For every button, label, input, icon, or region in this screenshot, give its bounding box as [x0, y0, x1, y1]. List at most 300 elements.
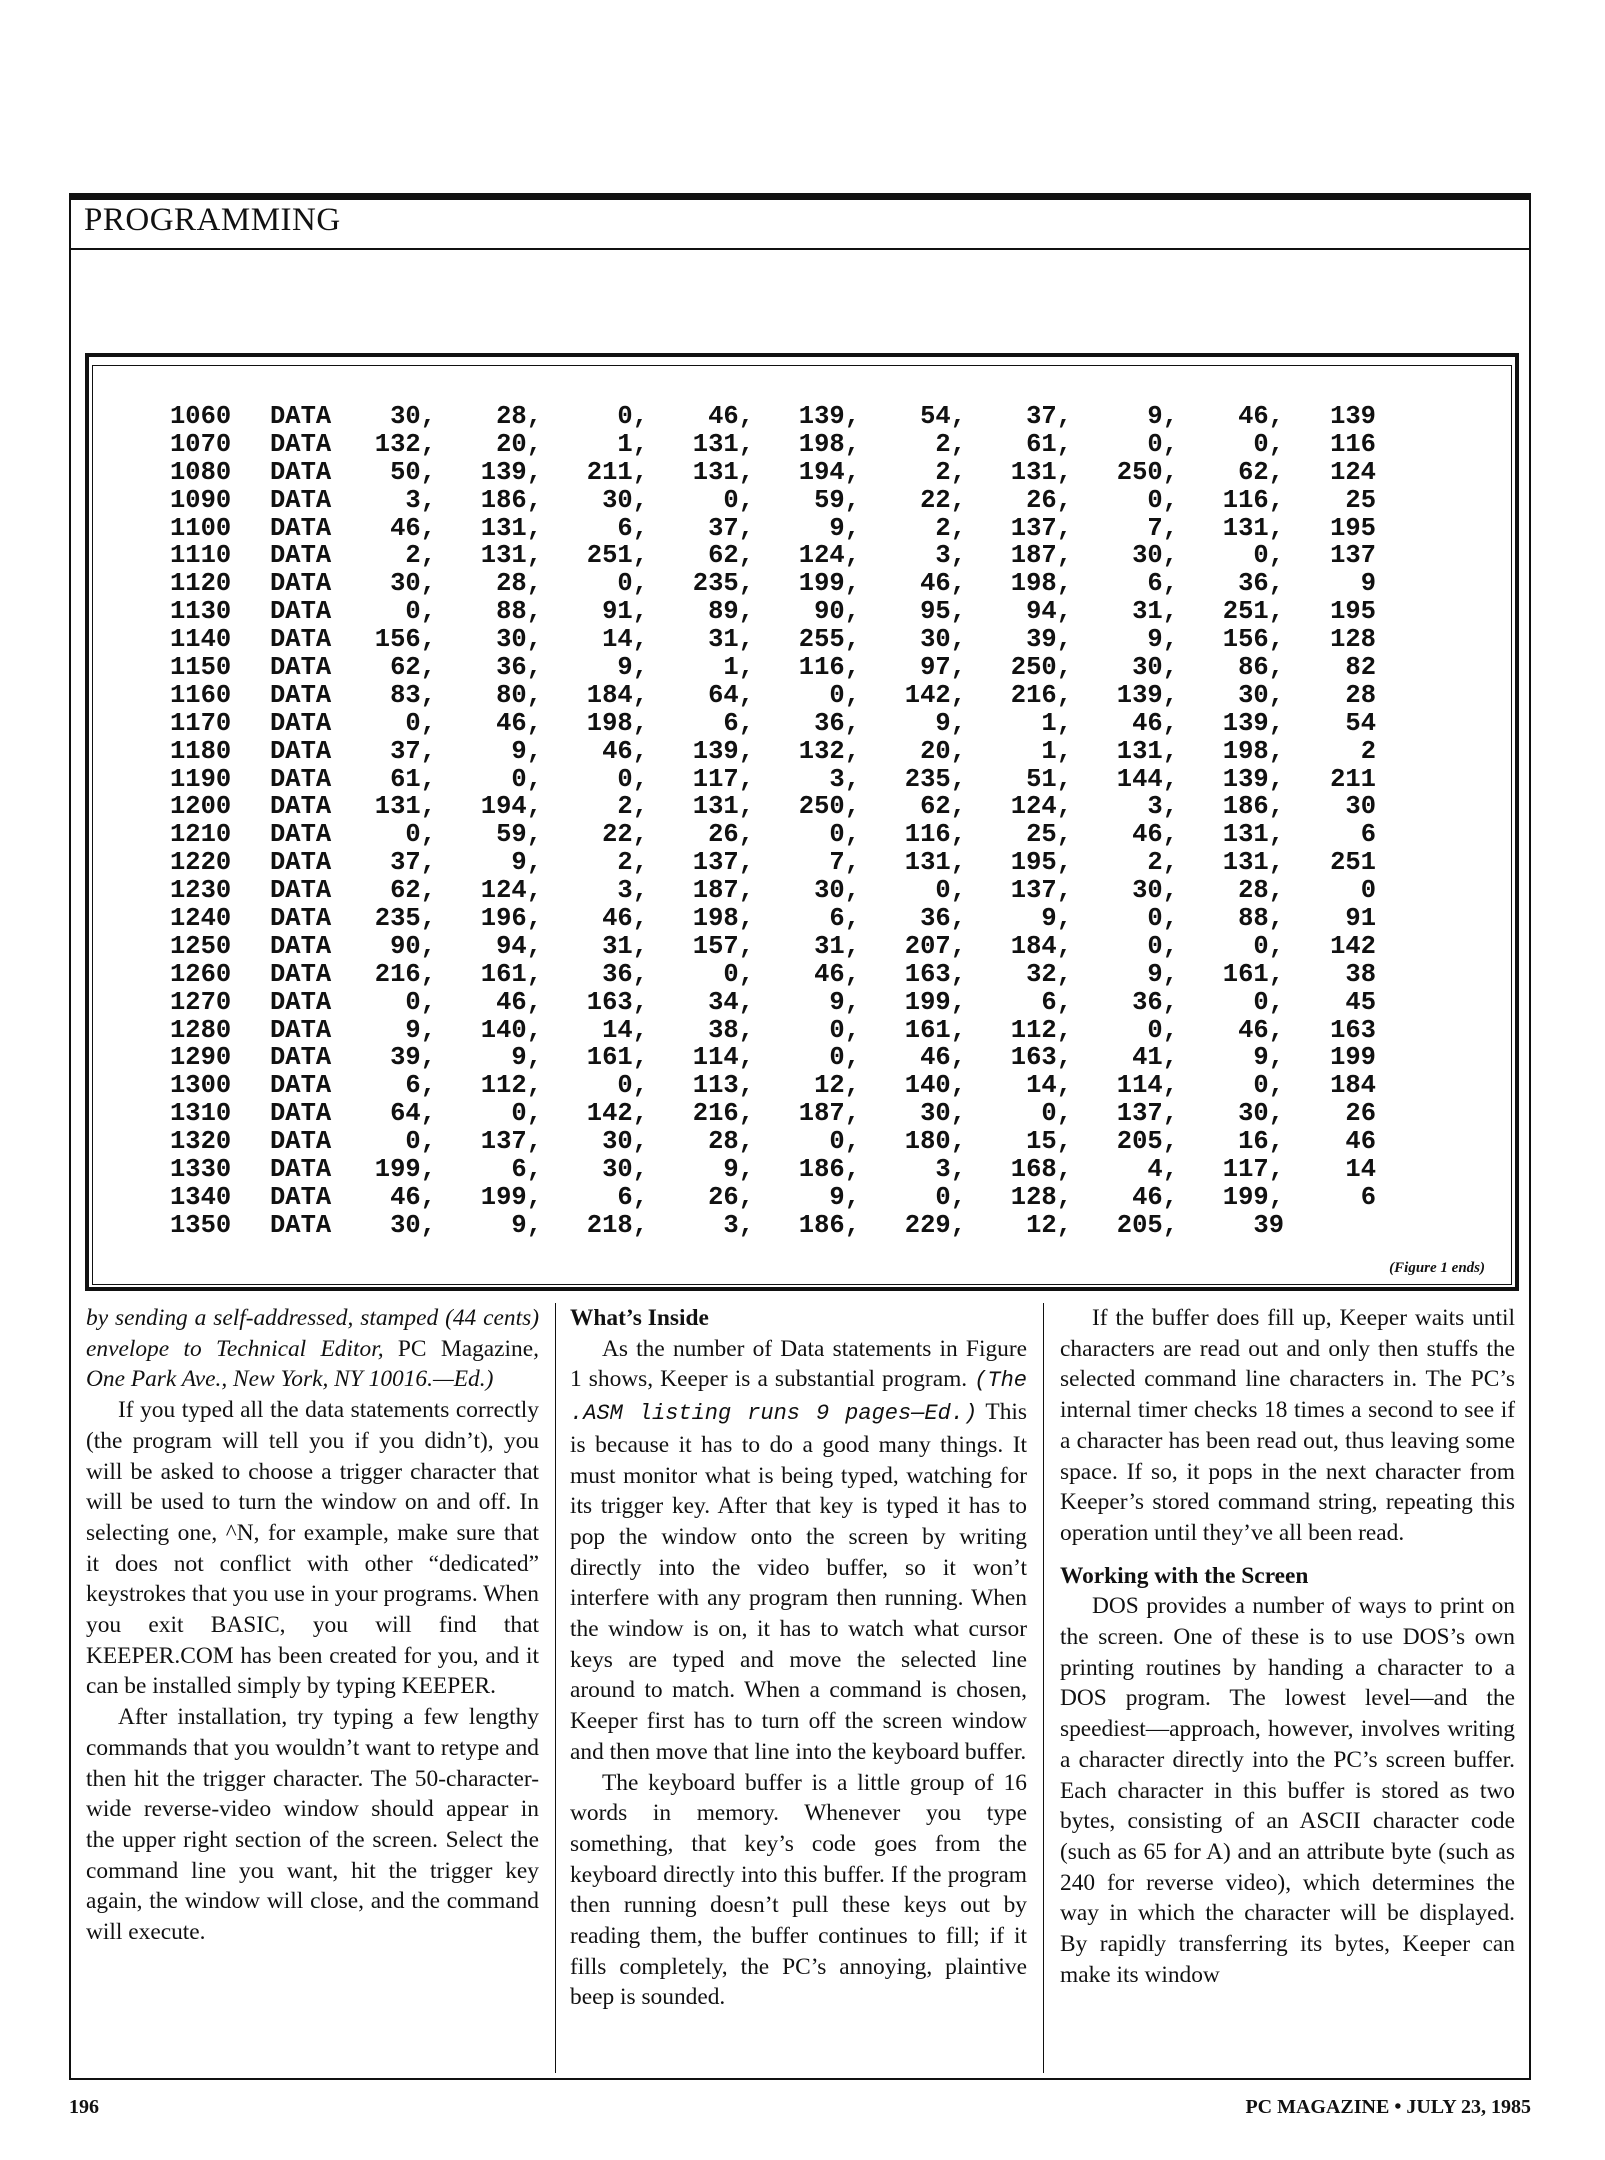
data-value: 2,	[1147, 848, 1178, 878]
data-value: 0,	[829, 680, 860, 710]
data-value: 14,	[602, 625, 648, 655]
data-value: 94,	[1026, 597, 1072, 627]
data-value: 117,	[1222, 1155, 1284, 1185]
data-value: 163,	[586, 987, 648, 1017]
data-value: 46,	[814, 959, 860, 989]
data-value: 0,	[511, 1099, 542, 1129]
data-keyword: DATA	[270, 820, 332, 850]
data-value: 37,	[1026, 402, 1072, 431]
data-value: 142,	[904, 680, 966, 710]
data-value: 1,	[1041, 736, 1072, 766]
data-value: 30,	[496, 625, 542, 655]
data-value: 137,	[1010, 513, 1072, 543]
data-value: 199	[1330, 1043, 1376, 1073]
data-value: 6,	[723, 708, 754, 738]
data-value: 9,	[511, 848, 542, 878]
listing-line	[170, 821, 1376, 849]
data-value: 31,	[1132, 597, 1178, 627]
data-value: 142,	[586, 1099, 648, 1129]
paragraph: As the number of Data statements in Figure 1 shows, Keeper is a substantial program. (The .ASM listing runs 9 pages—Ed.) This is because it has to do a good many things. It must monitor what is being typed, watching for its trigger key. After that key is typed it has to pop the window onto the screen by writing directly into the video buffer, so it won’t interfere with any program then running. When the window is on, it has to watch what cursor keys are typed and move the selected line around to match. When a command is chosen, Keeper first has to turn off the screen window and then move that line into the keyboard buffer.	[570, 1335, 1027, 1765]
section-title: PROGRAMMING	[84, 202, 341, 238]
data-value: 97,	[920, 653, 966, 683]
data-value: 116,	[904, 820, 966, 850]
data-value: 114,	[1116, 1071, 1178, 1101]
data-value: 156,	[374, 625, 436, 655]
data-value: 46,	[390, 1182, 436, 1212]
data-value: 168,	[1010, 1155, 1072, 1185]
data-value: 36,	[1132, 987, 1178, 1017]
data-value: 12,	[1026, 1210, 1072, 1240]
data-value: 187,	[798, 1099, 860, 1129]
data-value: 0,	[1253, 429, 1284, 459]
data-value: 255,	[798, 625, 860, 655]
data-value: 90,	[390, 931, 436, 961]
data-value: 161,	[1222, 959, 1284, 989]
data-value: 41,	[1132, 1043, 1178, 1073]
data-value: 3,	[935, 541, 966, 571]
listing-line	[170, 989, 1376, 1017]
data-value: 30,	[390, 1210, 436, 1240]
data-keyword: DATA	[270, 792, 332, 822]
data-value: 131,	[1010, 457, 1072, 487]
data-value: 0,	[405, 597, 436, 627]
data-keyword: DATA	[270, 987, 332, 1017]
data-value: 82	[1345, 653, 1376, 683]
data-value: 131,	[1222, 848, 1284, 878]
data-value: 46,	[602, 904, 648, 934]
data-value: 6,	[1147, 569, 1178, 599]
listing-line	[170, 1044, 1376, 1072]
data-value: 90,	[814, 597, 860, 627]
data-value: 0,	[511, 764, 542, 794]
data-value: 0,	[723, 485, 754, 515]
line-number: 1190	[170, 764, 232, 794]
data-value: 36,	[602, 959, 648, 989]
data-value: 26	[1345, 1099, 1376, 1129]
data-keyword: DATA	[270, 1127, 332, 1157]
line-number: 1310	[170, 1099, 232, 1129]
data-keyword: DATA	[270, 1071, 332, 1101]
data-value: 62,	[1238, 457, 1284, 487]
data-value: 186,	[1222, 792, 1284, 822]
data-value: 116	[1330, 429, 1376, 459]
data-value: 26,	[708, 820, 754, 850]
data-keyword: DATA	[270, 513, 332, 543]
listing-line	[170, 1156, 1376, 1184]
page-number: 196	[69, 2096, 99, 2118]
data-value: 163,	[904, 959, 966, 989]
data-value: 0,	[617, 569, 648, 599]
data-value: 139,	[692, 736, 754, 766]
subheading: Working with the Screen	[1060, 1562, 1309, 1589]
data-keyword: DATA	[270, 625, 332, 655]
data-value: 3,	[935, 1155, 966, 1185]
data-value: 198,	[586, 708, 648, 738]
listing-line	[170, 515, 1376, 543]
paragraph: The keyboard buffer is a little group of 16 words in memory. Whenever you type something, that key’s code goes from the keyboard directly into this buffer. If the program then running doesn’t pull these keys out by reading them, the buffer continues to fill; if it fills completely, the PC’s annoying, plaintive beep is sounded.	[570, 1769, 1027, 2011]
data-value: 9,	[1147, 402, 1178, 431]
data-value: 137	[1330, 541, 1376, 571]
figure-caption: (Figure 1 ends)	[1389, 1260, 1485, 1276]
data-keyword: DATA	[270, 680, 332, 710]
data-value: 54	[1345, 708, 1376, 738]
line-number: 1090	[170, 485, 232, 515]
data-keyword: DATA	[270, 736, 332, 766]
listing-line	[170, 1128, 1376, 1156]
data-value: 161,	[904, 1015, 966, 1045]
data-keyword: DATA	[270, 457, 332, 487]
data-value: 37,	[708, 513, 754, 543]
data-value: 14	[1345, 1155, 1376, 1185]
data-value: 46,	[602, 736, 648, 766]
data-value: 46,	[390, 513, 436, 543]
data-value: 9,	[1253, 1043, 1284, 1073]
data-value: 0,	[1147, 429, 1178, 459]
data-value: 184	[1330, 1071, 1376, 1101]
data-value: 211,	[586, 457, 648, 487]
data-value: 30,	[1238, 680, 1284, 710]
data-value: 3,	[1147, 792, 1178, 822]
data-value: 15,	[1026, 1127, 1072, 1157]
data-value: 30,	[1132, 653, 1178, 683]
data-value: 132,	[798, 736, 860, 766]
data-value: 28,	[708, 1127, 754, 1157]
article-column-1	[86, 1303, 539, 1948]
data-value: 2,	[617, 792, 648, 822]
data-value: 6,	[617, 513, 648, 543]
header-rule-bottom	[69, 248, 1531, 250]
listing-line	[170, 961, 1376, 989]
data-keyword: DATA	[270, 569, 332, 599]
data-value: 195	[1330, 597, 1376, 627]
data-keyword: DATA	[270, 541, 332, 571]
data-value: 45	[1345, 987, 1376, 1017]
data-value: 137,	[480, 1127, 542, 1157]
data-value: 30,	[920, 1099, 966, 1129]
data-value: 30,	[390, 402, 436, 431]
article-column-3	[1060, 1303, 1515, 1990]
data-value: 144,	[1116, 764, 1178, 794]
data-value: 198,	[692, 904, 754, 934]
data-value: 0,	[1253, 1071, 1284, 1101]
data-value: 14,	[602, 1015, 648, 1045]
data-value: 163,	[1010, 1043, 1072, 1073]
data-value: 205,	[1116, 1210, 1178, 1240]
data-value: 59,	[496, 820, 542, 850]
data-value: 4,	[1147, 1155, 1178, 1185]
data-value: 31,	[708, 625, 754, 655]
line-number: 1110	[170, 541, 232, 571]
listing-line	[170, 738, 1376, 766]
data-value: 131,	[692, 429, 754, 459]
data-value: 38,	[708, 1015, 754, 1045]
data-value: 0,	[617, 1071, 648, 1101]
data-value: 1,	[723, 653, 754, 683]
data-value: 46,	[1238, 1015, 1284, 1045]
line-number: 1220	[170, 848, 232, 878]
line-number: 1150	[170, 653, 232, 683]
data-keyword: DATA	[270, 402, 332, 431]
data-value: 30,	[602, 485, 648, 515]
data-value: 6,	[511, 1155, 542, 1185]
line-number: 1270	[170, 987, 232, 1017]
data-value: 9,	[511, 1210, 542, 1240]
data-value: 9,	[1147, 625, 1178, 655]
data-value: 9,	[405, 1015, 436, 1045]
paragraph: After installation, try typing a few lengthy commands that you wouldn’t want to retype and then hit the trigger character. The 50-character-wide reverse-video window should appear in the upper right section of the screen. Select the command line you want, hit the trigger key again, the window will close, and the command will execute.	[86, 1704, 539, 1946]
data-value: 39,	[390, 1043, 436, 1073]
data-value: 9	[1360, 569, 1376, 599]
data-value: 31,	[814, 931, 860, 961]
line-number: 1240	[170, 904, 232, 934]
data-value: 6,	[1041, 987, 1072, 1017]
data-value: 117,	[692, 764, 754, 794]
data-value: 216,	[692, 1099, 754, 1129]
data-value: 161,	[480, 959, 542, 989]
data-value: 46,	[1132, 820, 1178, 850]
data-value: 2,	[935, 457, 966, 487]
data-value: 46,	[1132, 1182, 1178, 1212]
data-value: 131,	[480, 541, 542, 571]
data-value: 131,	[692, 457, 754, 487]
data-keyword: DATA	[270, 931, 332, 961]
listing-line	[170, 766, 1376, 794]
data-value: 36,	[920, 904, 966, 934]
data-value: 3,	[829, 764, 860, 794]
data-value: 199,	[480, 1182, 542, 1212]
data-value: 6,	[405, 1071, 436, 1101]
data-value: 0,	[1147, 931, 1178, 961]
data-value: 0,	[935, 1182, 966, 1212]
listing-line	[170, 710, 1376, 738]
listing-line	[170, 570, 1376, 598]
data-value: 140,	[480, 1015, 542, 1045]
data-keyword: DATA	[270, 1099, 332, 1129]
listing-line	[170, 1100, 1376, 1128]
data-value: 61,	[390, 764, 436, 794]
listing-line	[170, 877, 1376, 905]
data-value: 91	[1345, 904, 1376, 934]
data-value: 195,	[1010, 848, 1072, 878]
listing-line	[170, 626, 1376, 654]
data-value: 9,	[1041, 904, 1072, 934]
data-value: 22,	[920, 485, 966, 515]
data-value: 36,	[496, 653, 542, 683]
data-value: 156,	[1222, 625, 1284, 655]
data-value: 0	[1360, 876, 1376, 906]
data-value: 9,	[829, 1182, 860, 1212]
data-value: 0,	[617, 402, 648, 431]
data-value: 9,	[511, 736, 542, 766]
line-number: 1350	[170, 1210, 232, 1240]
data-value: 205,	[1116, 1127, 1178, 1157]
data-value: 26,	[1026, 485, 1072, 515]
listing-line	[170, 1212, 1376, 1240]
data-value: 184,	[586, 680, 648, 710]
data-value: 131,	[904, 848, 966, 878]
data-value: 0,	[1147, 1015, 1178, 1045]
code-listing	[170, 403, 1376, 1240]
data-value: 32,	[1026, 959, 1072, 989]
data-value: 251,	[1222, 597, 1284, 627]
data-value: 0,	[617, 764, 648, 794]
data-value: 163	[1330, 1015, 1376, 1045]
data-value: 235,	[904, 764, 966, 794]
line-number: 1160	[170, 680, 232, 710]
data-value: 28,	[1238, 876, 1284, 906]
data-value: 186,	[798, 1155, 860, 1185]
data-value: 0,	[405, 1127, 436, 1157]
line-number: 1300	[170, 1071, 232, 1101]
data-value: 80,	[496, 680, 542, 710]
data-value: 196,	[480, 904, 542, 934]
data-value: 139,	[798, 402, 860, 431]
data-value: 30,	[390, 569, 436, 599]
column-divider	[1043, 1303, 1044, 2073]
data-value: 128	[1330, 625, 1376, 655]
data-value: 22,	[602, 820, 648, 850]
data-value: 235,	[692, 569, 754, 599]
listing-line	[170, 459, 1376, 487]
data-value: 46,	[708, 402, 754, 431]
data-value: 124,	[798, 541, 860, 571]
data-value: 30,	[814, 876, 860, 906]
data-keyword: DATA	[270, 904, 332, 934]
data-value: 132,	[374, 429, 436, 459]
data-keyword: DATA	[270, 1210, 332, 1240]
data-value: 46,	[920, 1043, 966, 1073]
data-value: 6	[1360, 820, 1376, 850]
data-value: 137,	[1010, 876, 1072, 906]
data-value: 161,	[586, 1043, 648, 1073]
listing-line	[170, 654, 1376, 682]
data-value: 0,	[1147, 904, 1178, 934]
data-keyword: DATA	[270, 1182, 332, 1212]
data-value: 9,	[511, 1043, 542, 1073]
data-value: 3,	[617, 876, 648, 906]
data-value: 195	[1330, 513, 1376, 543]
data-value: 30,	[920, 625, 966, 655]
data-value: 0,	[723, 959, 754, 989]
data-value: 46,	[496, 708, 542, 738]
data-value: 7,	[829, 848, 860, 878]
data-value: 94,	[496, 931, 542, 961]
line-number: 1290	[170, 1043, 232, 1073]
listing-line	[170, 682, 1376, 710]
data-value: 187,	[1010, 541, 1072, 571]
data-value: 86,	[1238, 653, 1284, 683]
data-keyword: DATA	[270, 429, 332, 459]
data-value: 140,	[904, 1071, 966, 1101]
data-keyword: DATA	[270, 1043, 332, 1073]
data-value: 0,	[935, 876, 966, 906]
line-number: 1330	[170, 1155, 232, 1185]
line-number: 1280	[170, 1015, 232, 1045]
data-value: 128,	[1010, 1182, 1072, 1212]
listing-line	[170, 598, 1376, 626]
data-value: 211	[1330, 764, 1376, 794]
data-value: 2,	[405, 541, 436, 571]
data-value: 38	[1345, 959, 1376, 989]
data-value: 39	[1253, 1210, 1284, 1240]
data-value: 37,	[390, 848, 436, 878]
data-keyword: DATA	[270, 1155, 332, 1185]
data-value: 0,	[1253, 987, 1284, 1017]
data-value: 25	[1345, 485, 1376, 515]
data-value: 6,	[829, 904, 860, 934]
data-value: 0,	[405, 987, 436, 1017]
data-value: 61,	[1026, 429, 1072, 459]
data-value: 0,	[829, 1043, 860, 1073]
data-value: 131,	[692, 792, 754, 822]
listing-line	[170, 1017, 1376, 1045]
data-value: 216,	[374, 959, 436, 989]
line-number: 1180	[170, 736, 232, 766]
data-keyword: DATA	[270, 1015, 332, 1045]
data-value: 0,	[829, 820, 860, 850]
data-value: 250,	[798, 792, 860, 822]
data-value: 28,	[496, 569, 542, 599]
header-rule-top	[69, 193, 1531, 200]
data-value: 137,	[692, 848, 754, 878]
data-value: 59,	[814, 485, 860, 515]
data-value: 216,	[1010, 680, 1072, 710]
data-value: 194,	[480, 792, 542, 822]
listing-line	[170, 431, 1376, 459]
data-value: 39,	[1026, 625, 1072, 655]
data-value: 30,	[602, 1127, 648, 1157]
listing-line	[170, 403, 1376, 431]
data-value: 9,	[935, 708, 966, 738]
data-value: 3,	[405, 485, 436, 515]
data-value: 51,	[1026, 764, 1072, 794]
data-value: 186,	[480, 485, 542, 515]
data-keyword: DATA	[270, 764, 332, 794]
line-number: 1230	[170, 876, 232, 906]
data-value: 62,	[920, 792, 966, 822]
data-value: 131,	[1222, 820, 1284, 850]
data-value: 180,	[904, 1127, 966, 1157]
data-value: 207,	[904, 931, 966, 961]
data-value	[1284, 1212, 1376, 1240]
listing-line	[170, 487, 1376, 515]
data-value: 131,	[374, 792, 436, 822]
data-keyword: DATA	[270, 959, 332, 989]
line-number: 1130	[170, 597, 232, 627]
data-value: 12,	[814, 1071, 860, 1101]
line-number: 1080	[170, 457, 232, 487]
data-value: 26,	[708, 1182, 754, 1212]
data-value: 64,	[708, 680, 754, 710]
data-value: 89,	[708, 597, 754, 627]
listing-line	[170, 933, 1376, 961]
data-value: 20,	[920, 736, 966, 766]
data-value: 124	[1330, 457, 1376, 487]
data-value: 0,	[1253, 541, 1284, 571]
data-value: 0,	[1147, 485, 1178, 515]
data-value: 114,	[692, 1043, 754, 1073]
listing-line	[170, 1072, 1376, 1100]
data-value: 199,	[374, 1155, 436, 1185]
column-divider	[555, 1303, 556, 2073]
data-value: 28,	[496, 402, 542, 431]
data-value: 37,	[390, 736, 436, 766]
paragraph: If you typed all the data statements correctly (the program will tell you if you didn’t), you will be asked to choose a trigger character that will be used to turn the window on and off. In selecting one, ^N, for example, make sure that it does not conflict with other “dedicated” keystrokes that you use in your programs. When you exit BASIC, you will find that KEEPER.COM has been created for you, and it can be installed simply by typing KEEPER.	[86, 1397, 539, 1700]
data-value: 62,	[708, 541, 754, 571]
data-value: 9,	[723, 1155, 754, 1185]
data-value: 112,	[1010, 1015, 1072, 1045]
data-value: 30,	[602, 1155, 648, 1185]
